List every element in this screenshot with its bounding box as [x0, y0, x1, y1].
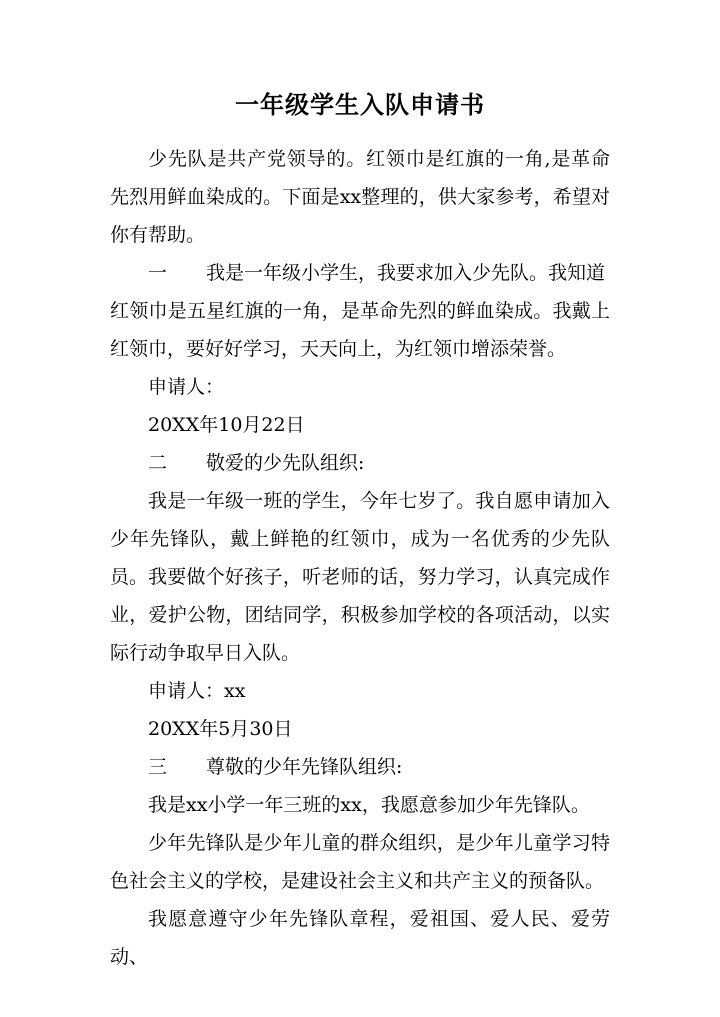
section2-heading: 敬爱的少先队组织:: [206, 452, 365, 474]
section1-number: 一: [148, 262, 168, 284]
section3-paragraph-1: 我是xx小学一年三班的xx，我愿意参加少年先锋队。: [148, 794, 590, 816]
section3-paragraph-3: 我愿意遵守少年先锋队章程，爱祖国、爱人民、爱劳动、: [110, 908, 610, 968]
section2-heading-line: [148, 444, 618, 482]
section1-heading-line: [148, 254, 618, 292]
document-title: 一年级学生入队申请书: [235, 91, 485, 119]
section1-date: 20XX年10月22日: [148, 414, 305, 436]
section3-heading: 尊敬的少年先锋队组织:: [206, 756, 403, 778]
section1-body: 红领巾是五星红旗的一角，是革命先烈的鲜血染成。我戴上红领巾，要好好学习，天天向上，为红领巾增添荣誉。: [110, 300, 610, 360]
section2-paragraph-2: 我要做个好孩子，听老师的话，努力学习，认真完成作业，爱护公物，团结同学，积极参加学校的各项活动，以实际行动争取早日入队。: [110, 566, 610, 664]
section2-applicant: 申请人：xx: [148, 680, 246, 702]
intro-paragraph: 少先队是共产党领导的。红领巾是红旗的一角,是革命先烈用鲜血染成的。下面是xx整理的，供大家参考，希望对你有帮助。: [110, 148, 610, 246]
section1-applicant: 申请人：: [148, 376, 225, 398]
section2-paragraph-1: 我是一年级一班的学生，今年七岁了。我自愿申请加入少年先锋队，戴上鲜艳的红领巾，成为一名优秀的少先队员。: [110, 490, 610, 588]
section3-number: 三: [148, 756, 168, 778]
section1-heading: 我是一年级小学生，我要求加入少先队。我知道: [206, 262, 606, 284]
section2-number: 二: [148, 452, 168, 474]
section3-heading-line: [148, 748, 618, 786]
section3-paragraph-2: 少年先锋队是少年儿童的群众组织，是少年儿童学习特色社会主义的学校，是建设社会主义和共产主义的预备队。: [110, 832, 610, 892]
section2-date: 20XX年5月30日: [148, 718, 293, 740]
